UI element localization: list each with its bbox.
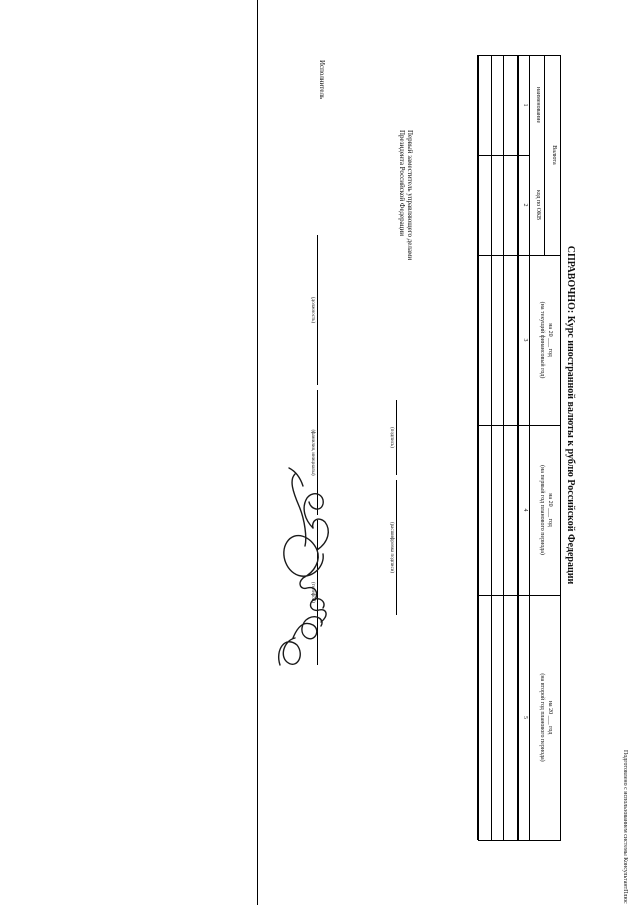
header-name: наименование: [535, 86, 541, 124]
signatory-position-line1: Первый заместитель управляющего делами: [406, 130, 414, 261]
handwritten-signature: [265, 450, 425, 700]
header-year3-line2: (на второй год планового периода): [539, 673, 546, 762]
header-year1-line2: (на текущий финансовый год): [539, 301, 546, 379]
header-currency: Валюта: [551, 145, 557, 165]
caption-position: (должность): [310, 296, 315, 324]
executor-position-line: [317, 235, 318, 385]
caption-decoding: (расшифровка подписи): [389, 521, 394, 574]
table-border-top: [560, 55, 561, 840]
header-year2: [538, 425, 553, 595]
header-year3-line1: на 20 ___ год: [547, 700, 553, 735]
col-number-4: 4: [522, 508, 528, 512]
page-title: СПРАВОЧНО: Курс иностранной валюты к рублю Российской Федерации: [565, 245, 576, 585]
table-divider: [491, 55, 492, 840]
col-number-3: 3: [522, 338, 528, 342]
signatory-position-line2: Президента Российской Федерации: [398, 130, 406, 236]
watermark-text: Подготовлено с использованием системы КонсультантПлюс: [622, 750, 628, 904]
table-divider: [529, 55, 530, 840]
table-border-right: [478, 840, 561, 841]
header-year2-line1: на 20 ___ год: [547, 493, 553, 527]
header-year1: [538, 255, 553, 425]
col-number-1: 1: [522, 103, 528, 107]
caption-name: (фамилия, инициалы): [310, 429, 315, 476]
header-year1-line1: на 20 ___ год: [547, 323, 553, 357]
header-year2-line2: (на первый год планового периода): [539, 465, 546, 555]
table-divider: [544, 55, 545, 255]
table-divider: [503, 55, 504, 840]
col-number-2: 2: [522, 203, 528, 207]
header-year3: [538, 595, 553, 840]
executor-label: Исполнитель: [318, 60, 326, 100]
bottom-rule: [257, 0, 258, 905]
header-code: код по ОКВ: [535, 189, 541, 221]
caption-phone: (телефон): [310, 582, 315, 603]
table-border-bottom: [477, 55, 479, 840]
col-number-5: 5: [522, 716, 528, 719]
table-divider: [517, 55, 519, 840]
currency-rate-table: [478, 55, 561, 840]
caption-signature: (подпись): [389, 427, 394, 448]
